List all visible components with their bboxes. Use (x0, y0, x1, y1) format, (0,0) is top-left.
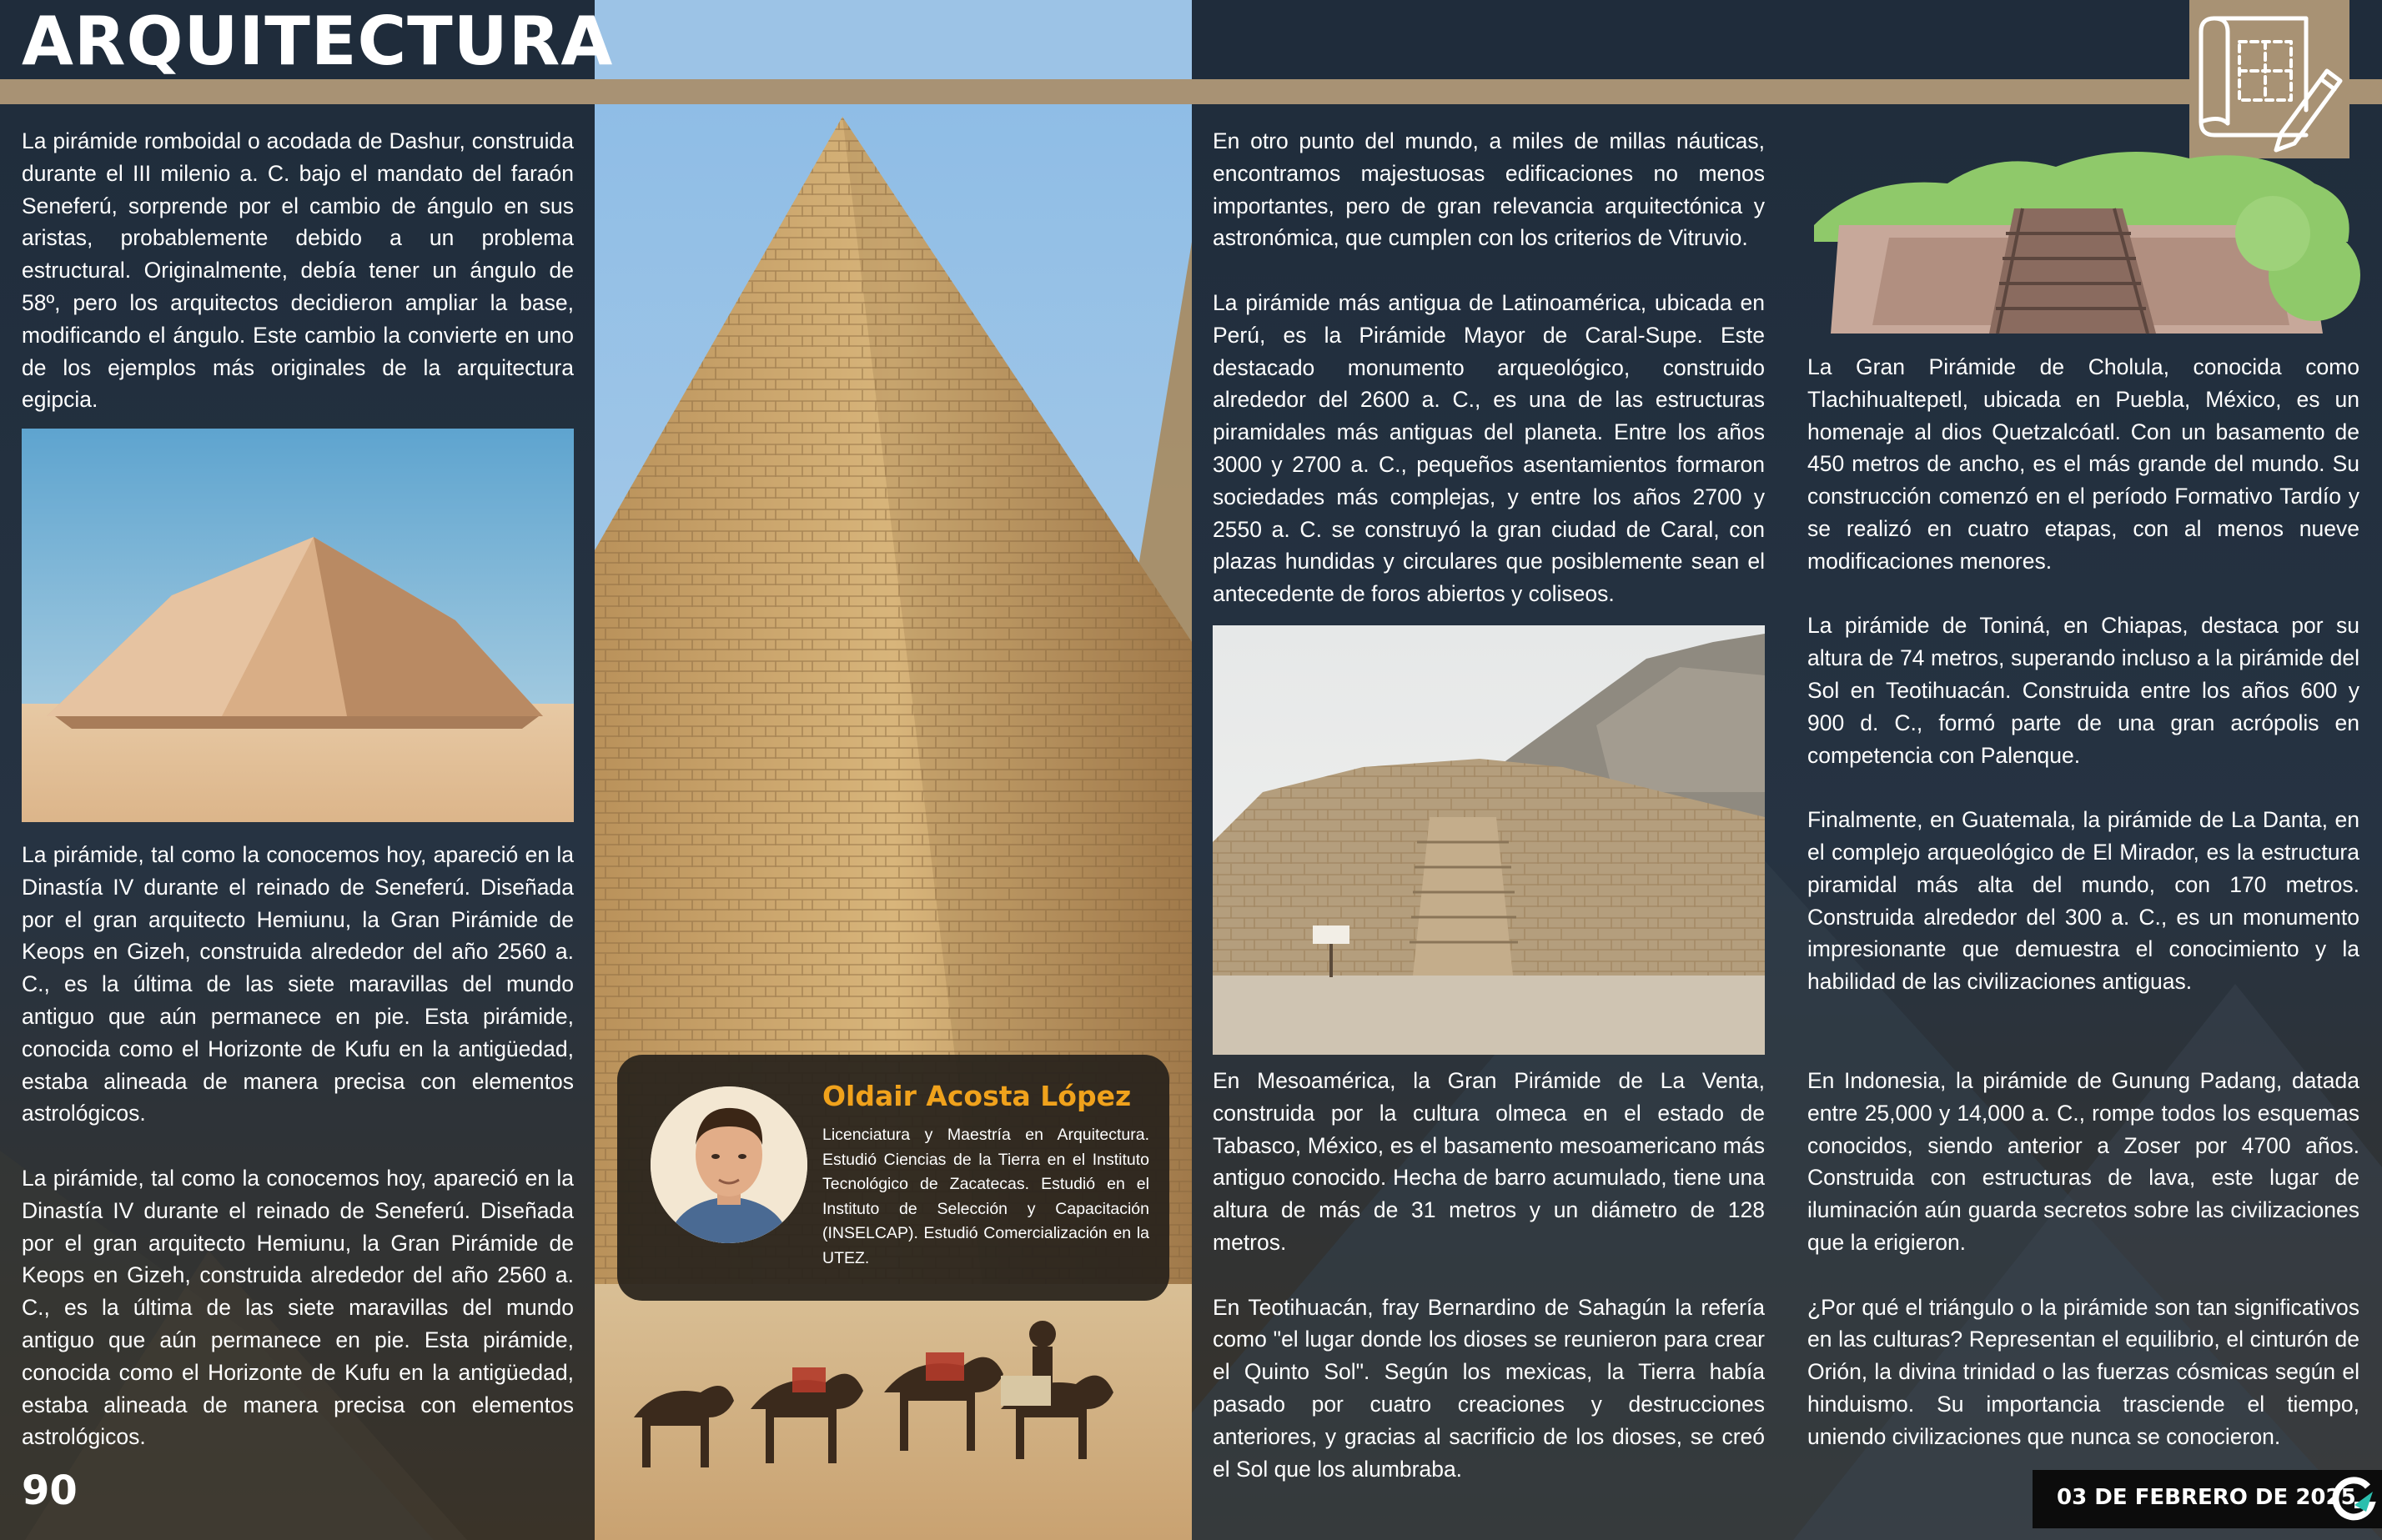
author-avatar (651, 1086, 807, 1243)
article-column-1-top (22, 125, 574, 416)
date-badge (2033, 1470, 2382, 1528)
bent-pyramid-photo (22, 429, 574, 822)
paragraph-keops-2: La pirámide, tal como la conocemos hoy, apareció en la Dinastía IV durante el reinado de Seneferú. Diseñada por el gran arquitecto Hemiunu, la Gran Pirámide de Keops en Gizeh, construida alrededor del año 2560 a. C., es la última de las siete maravillas del mundo antiguo que aún permanece en pie. Esta pirámide, conocida como el Horizonte de Kufu en la antigüedad, estaba alineada de manera precisa con elementos astrológicos. (22, 1165, 574, 1450)
paragraph-tonina: La pirámide de Toniná, en Chiapas, destaca por su altura de 74 metros, superando incluso a la pirámide del Sol en Teotihuacán. Construida entre los años 600 y 900 d. C., formó parte de una gran acrópolis en competencia con Palenque. (1807, 613, 2359, 768)
page-number: 90 (22, 1467, 78, 1514)
section-title: ARQUITECTURA (22, 3, 614, 80)
paragraph-teotihuacan: En Teotihuacán, fray Bernardino de Sahagún la refería como "el lugar donde los dioses se reunieron para crear el Quinto Sol". Según los mexicas, la Tierra había pasado por cuatro creaciones y destrucciones anteriores, y gracias al sacrificio de los dioses, se creó el Sol que los alumbraba. (1213, 1294, 1765, 1482)
article-column-3-top (1213, 125, 1765, 610)
author-bio: Licenciatura y Maestría en Arquitectura. Estudió Ciencias de la Tierra en el Instituto Tecnológico de Zacatecas. Estudió en el Instituto de Selección y Capacitación (INSELCAP). Estudió Comercialización en la UTEZ. (822, 1126, 1149, 1267)
paragraph-cholula: La Gran Pirámide de Cholula, conocida como Tlachihualtepetl, ubicada en Puebla, México, es un homenaje al dios Quetzalcóatl. Con un basamento de 450 metros de ancho, es el más grande del mundo. Su construcción comenzó en el período Formativo Tardío y se realizó en cuatro etapas, con al menos nueve modificaciones menores. (1807, 354, 2359, 574)
author-name: Oldair Acosta López (822, 1080, 1132, 1112)
paragraph-caral: La pirámide más antigua de Latinoamérica, ubicada en Perú, es la Pirámide Mayor de Caral-Supe. Este destacado monumento arqueológico, construido alrededor del 2600 a. C., es una de las estructuras piramidales más antiguas del planeta. Entre los años 3000 y 2700 a. C., pequeños asentamientos formaron sociedades más complejas, y entre los años 2700 y 2550 a. C. se construyó la gran ciudad de Caral, con plazas hundidas y circulares que posiblemente sean el antecedente de foros abiertos y coliseos. (1213, 289, 1765, 607)
article-column-4-bottom (1807, 1065, 2359, 1453)
paragraph-gunung-padang: En Indonesia, la pirámide de Gunung Padang, datada entre 25,000 y 14,000 a. C., rompe todos los esquemas conocidos, siendo anterior a Zoser por 4700 años. Construida con estructuras de lava, este lugar de iluminación aún guarda secretos sobre las civilizaciones que la erigieron. (1807, 1068, 2359, 1255)
paragraph-vitruvio: En otro punto del mundo, a miles de millas náuticas, encontramos majestuosas edificaciones no menos importantes, pero de gran relevancia arquitectónica y astronómica, que cumplen con los criterios de Vitruvio. (1213, 128, 1765, 251)
paragraph-la-danta: Finalmente, en Guatemala, la pirámide de La Danta, en el complejo arqueológico de El Mirador, es la estructura piramidal más alta del mundo, con 170 metros. Construida alrededor del 300 a. C., es un monumento impresionante que demuestra el conocimiento y la habilidad de las civilizaciones antiguas. (1807, 807, 2359, 995)
article-column-3-bottom (1213, 1065, 1765, 1485)
cholula-pyramid-illustration (1806, 133, 2364, 342)
publication-logo-icon (2329, 1475, 2378, 1523)
paragraph-dashur: La pirámide romboidal o acodada de Dashur, construida durante el III milenio a. C. bajo el mandato del faraón Seneferú, sorprende por el cambio de ángulo en sus aristas, probablemente debido a un problema estructural. Originalmente, debía tener un ángulo de 58º, pero los arquitectos decidieron ampliar la base, modificando el ángulo. Este cambio la convierte en uno de los ejemplos más originales de la arquitectura egipcia. (22, 128, 574, 413)
publication-date: 03 DE FEBRERO DE 2025 (2057, 1485, 2356, 1510)
article-column-1-bottom (22, 839, 574, 1453)
caral-pyramid-photo (1213, 625, 1765, 1055)
paragraph-la-venta: En Mesoamérica, la Gran Pirámide de La Venta, construida por la cultura olmeca en el estado de Tabasco, México, es el basamento mesoamericano más antiguo conocido. Hecha de barro acumulado, tiene una altura de más de 31 metros y un diámetro de 128 metros. (1213, 1068, 1765, 1255)
author-card (617, 1055, 1169, 1301)
paragraph-triangulo: ¿Por qué el triángulo o la pirámide son tan significativos en las culturas? Representan el equilibrio, el cinturón de Orión, la divina trinidad o las fuerzas cósmicas según el hinduismo. Su importancia trasciende el tiempo, uniendo civilizaciones que nunca se conocieron. (1807, 1294, 2359, 1449)
article-column-4-top (1807, 351, 2359, 998)
header-gold-bar (0, 79, 2382, 104)
paragraph-keops-1: La pirámide, tal como la conocemos hoy, apareció en la Dinastía IV durante el reinado de Seneferú. Diseñada por el gran arquitecto Hemiunu, la Gran Pirámide de Keops en Gizeh, construida alrededor del año 2560 a. C., es la última de las siete maravillas del mundo antiguo que aún permanece en pie. Esta pirámide, conocida como el Horizonte de Kufu en la antigüedad, estaba alineada de manera precisa con elementos astrológicos. (22, 842, 574, 1126)
header-sky-strip (595, 0, 1192, 79)
